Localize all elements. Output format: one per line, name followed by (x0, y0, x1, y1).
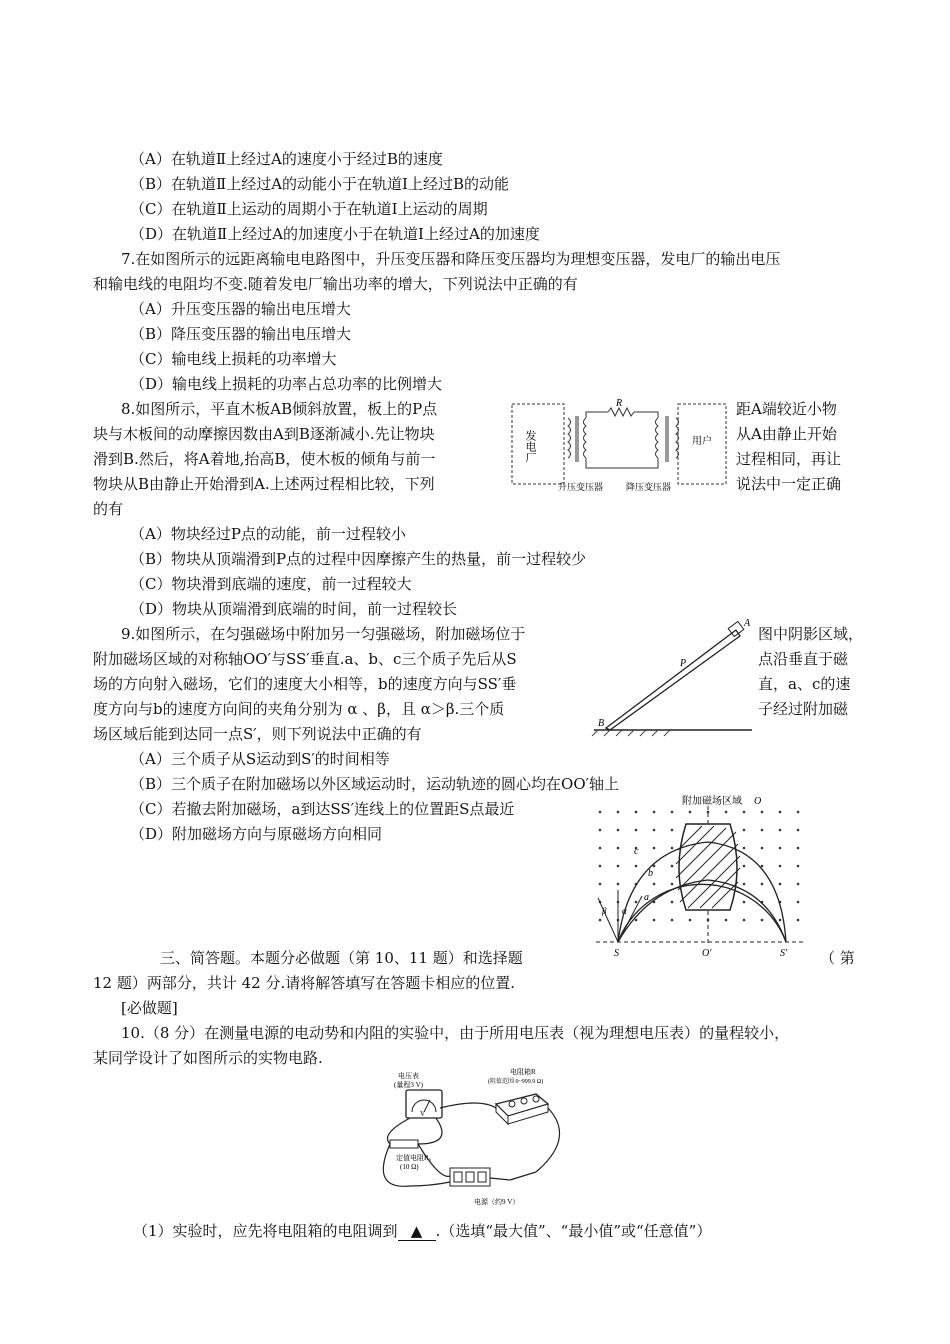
field-dot (761, 811, 764, 814)
inclined-board-figure (588, 616, 758, 738)
power-source-label: 电源（约9 V） (474, 1198, 520, 1206)
field-dot (653, 883, 656, 886)
field-dot (761, 883, 764, 886)
q10-sub1-after: .（选填“最大值”、“最小值”或“任意值”） (435, 1222, 712, 1240)
field-dot (743, 901, 746, 904)
field-dot (653, 847, 656, 850)
q9-option-a: （A）三个质子从S运动到S′的时间相等 (130, 750, 390, 768)
q8-option-d: （D）物块从顶端滑到底端的时间，前一过程较长 (130, 600, 458, 618)
q7-option-c: （C）输电线上损耗的功率增大 (130, 350, 337, 368)
field-dot (599, 829, 602, 832)
region-label: 附加磁场区域 (682, 796, 742, 807)
q9-stem-right-2: 点沿垂直于磁 (758, 650, 849, 668)
field-dot (761, 847, 764, 850)
field-dot (779, 919, 782, 922)
axis-o-prime-label: O′ (702, 948, 712, 959)
resistance-box-range-label: (阻值范围 0~999.9 Ω) (488, 1079, 544, 1085)
field-dot (761, 865, 764, 868)
q8-stem-right-1: 距A端较近小物 (736, 400, 837, 418)
q8-stem-left-2: 块与木板间的动摩擦因数由A到B逐渐减小.先让物块 (93, 425, 435, 443)
q8-stem-right-4: 说法中一定正确 (736, 475, 842, 493)
field-dot (779, 865, 782, 868)
field-dot (797, 811, 800, 814)
field-dot (743, 883, 746, 886)
field-dot (761, 919, 764, 922)
q7-option-d: （D）输电线上损耗的功率占总功率的比例增大 (130, 375, 443, 393)
angle-beta-label: β (602, 906, 607, 916)
section3-line2: 12 题）两部分，共计 42 分.请将解答填写在答题卡相应的位置. (93, 974, 516, 992)
voltmeter-range-label: (量程3 V) (394, 1081, 423, 1089)
point-b-label: B (598, 718, 605, 729)
q6-option-c: （C）在轨道Ⅱ上运动的周期小于在轨道Ⅰ上运动的周期 (130, 200, 488, 218)
field-dot (599, 865, 602, 868)
field-dot (635, 901, 638, 904)
answer-blank[interactable]: ▲ (398, 1222, 436, 1241)
point-s-prime-label: S′ (780, 948, 788, 959)
field-dot (653, 811, 656, 814)
field-dot (671, 919, 674, 922)
field-dot (779, 829, 782, 832)
field-dot (725, 811, 728, 814)
field-dot (689, 919, 692, 922)
q9-stem-left-1: 9.如图所示，在匀强磁场中附加另一匀强磁场，附加磁场位于 (121, 625, 526, 643)
field-dot (599, 883, 602, 886)
q8-stem-right-2: 从A由静止开始 (736, 425, 837, 443)
q10-sub1-before: （1）实验时，应先将电阻箱的电阻调到 (133, 1222, 398, 1240)
field-dot (671, 883, 674, 886)
field-dot (779, 847, 782, 850)
point-s-label: S (614, 948, 619, 959)
transmission-circuit-figure (508, 398, 730, 494)
q6-option-d: （D）在轨道Ⅱ上经过A的加速度小于在轨道Ⅰ上经过A的加速度 (130, 225, 540, 243)
field-dot (599, 919, 602, 922)
field-dot (743, 919, 746, 922)
q9-stem-left-3: 场的方向射入磁场，它们的速度大小相等，b的速度方向与SS′垂 (93, 675, 517, 693)
field-dot (617, 847, 620, 850)
q9-stem-right-1: 图中阴影区域， (758, 625, 864, 643)
step-down-label: 降压变压器 (626, 482, 672, 492)
field-dot (797, 865, 800, 868)
experiment-circuit-figure (370, 1068, 590, 1210)
section3-required: [必做题] (121, 999, 178, 1017)
q10-stem-1: 10.（8 分）在测量电源的电动势和内阻的实验中，由于所用电压表（视为理想电压表）的量程较小， (121, 1024, 790, 1042)
axis-o-label: O (754, 796, 762, 807)
field-dot (743, 865, 746, 868)
field-dot (599, 811, 602, 814)
q6-option-a: （A）在轨道Ⅱ上经过A的速度小于经过B的速度 (130, 150, 443, 168)
q7-stem-2: 和输电线的电阻均不变.随着发电厂输出功率的增大，下列说法中正确的有 (93, 275, 578, 293)
field-dot (617, 865, 620, 868)
field-dot (635, 865, 638, 868)
field-dot (635, 919, 638, 922)
field-dot (617, 811, 620, 814)
q8-option-a: （A）物块经过P点的动能，前一过程较小 (130, 525, 406, 543)
field-dot (707, 811, 710, 814)
q9-option-d: （D）附加磁场方向与原磁场方向相同 (130, 825, 383, 843)
q7-stem-1: 7.在如图所示的远距离输电电路图中，升压变压器和降压变压器均为理想变压器，发电厂的输出电压 (121, 250, 781, 268)
q9-stem-left-5: 场区域后能到达同一点S′，则下列说法中正确的有 (93, 725, 422, 743)
q9-option-b: （B）三个质子在附加磁场以外区域运动时，运动轨迹的圆心均在OO′轴上 (130, 775, 620, 793)
section3-line1: 三、简答题。本题分必做题（第 10、11 题）和选择题 (160, 949, 523, 967)
resistor-r-label: R (616, 398, 623, 409)
path-a-label: a (644, 892, 649, 903)
q8-stem-left-4: 物块从B由静止开始滑到A.上述两过程相比较，下列 (93, 475, 435, 493)
generator-label: 发电厂 (524, 430, 536, 463)
field-dot (689, 811, 692, 814)
field-dot (671, 811, 674, 814)
user-label: 用户 (692, 436, 712, 447)
q8-stem-right-3: 过程相同，再让 (736, 450, 842, 468)
field-dot (743, 847, 746, 850)
field-dot (671, 829, 674, 832)
fixed-resistor-label: 定值电阻R₀ (396, 1154, 432, 1162)
field-dot (617, 883, 620, 886)
field-dot (743, 829, 746, 832)
q8-option-c: （C）物块滑到底端的速度，前一过程较大 (130, 575, 412, 593)
field-dot (743, 811, 746, 814)
resistance-box-label: 电阻箱R (510, 1068, 536, 1076)
field-dot (671, 865, 674, 868)
step-up-label: 升压变压器 (558, 482, 604, 492)
field-dot (635, 829, 638, 832)
section3-line1-right: （ 第 (820, 949, 855, 967)
q8-stem-left-3: 滑到B.然后，将A着地,抬高B，使木板的倾角与前一 (93, 450, 436, 468)
field-dot (599, 847, 602, 850)
q9-stem-right-4: 子经过附加磁 (758, 700, 849, 718)
fixed-resistor-value-label: (10 Ω) (400, 1163, 419, 1171)
angle-alpha-label: α (622, 906, 627, 916)
point-a-label: A (744, 618, 751, 629)
q7-option-a: （A）升压变压器的输出电压增大 (130, 300, 351, 318)
field-dot (797, 901, 800, 904)
field-dot (761, 829, 764, 832)
field-dot (653, 829, 656, 832)
field-dot (797, 883, 800, 886)
q10-subquestion-1 (133, 1220, 711, 1242)
voltmeter-label: 电压表 (398, 1072, 419, 1080)
q9-stem-left-4: 度方向与b的速度方向间的夹角分别为 α 、β，且 α＞β.三个质 (93, 700, 505, 718)
q8-stem-left-1: 8.如图所示，平直木板AB倾斜放置，板上的P点 (121, 400, 438, 418)
q7-option-b: （B）降压变压器的输出电压增大 (130, 325, 352, 343)
magnetic-field-figure (590, 790, 812, 962)
field-dot (617, 829, 620, 832)
q8-option-b: （B）物块从顶端滑到P点的过程中因摩擦产生的热量，前一过程较少 (130, 550, 587, 568)
path-b-label: b (648, 868, 653, 879)
field-dot (725, 919, 728, 922)
q9-stem-right-3: 直，a、c的速 (758, 675, 851, 693)
point-p-label: P (680, 658, 687, 669)
field-dot (797, 829, 800, 832)
field-dot (797, 847, 800, 850)
path-c-label: c (634, 846, 639, 857)
q6-option-b: （B）在轨道Ⅱ上经过A的动能小于在轨道Ⅰ上经过B的动能 (130, 175, 510, 193)
field-dot (797, 919, 800, 922)
field-dot (779, 883, 782, 886)
q8-stem-tail: 的有 (93, 500, 124, 518)
field-dot (653, 919, 656, 922)
voltmeter-v-label: V (420, 1110, 426, 1118)
field-dot (779, 811, 782, 814)
field-dot (635, 811, 638, 814)
field-dot (671, 901, 674, 904)
field-dot (671, 847, 674, 850)
q10-stem-2: 某同学设计了如图所示的实物电路. (93, 1049, 323, 1067)
q9-option-c: （C）若撤去附加磁场，a到达SS′连线上的位置距S点最近 (130, 800, 515, 818)
q9-stem-left-2: 附加磁场区域的对称轴OO′与SS′垂直.a、b、c三个质子先后从S (93, 650, 517, 668)
